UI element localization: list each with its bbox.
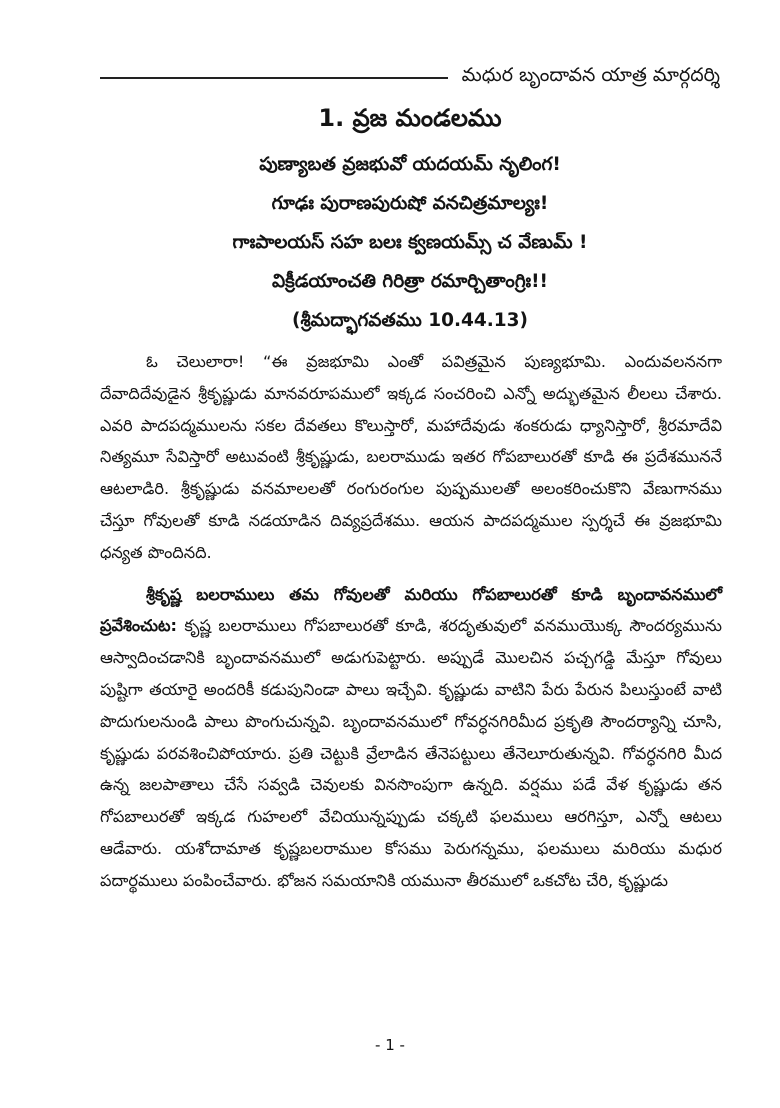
verse-line: విక్రీడయాంచతి గిరిత్రా రమార్చితాంగ్రిః!! bbox=[272, 271, 548, 292]
verse-line: గూఢః పురాణపురుషో వనచిత్రమాల్యః! bbox=[271, 193, 549, 214]
chapter-title: 1. వ్రజ మండలము bbox=[318, 104, 502, 132]
verse-line: పుణ్యాబత వ్రజభువో యదయమ్ నృలింగ! bbox=[259, 154, 561, 175]
header-rule bbox=[100, 77, 448, 79]
body-text bbox=[100, 346, 722, 897]
verse-reference: (శ్రీమద్భాగవతము 10.44.13) bbox=[292, 310, 528, 331]
page-number: - 1 - bbox=[375, 1036, 405, 1054]
paragraph-heading: శ్రీకృష్ణ బలరాములు తమ గోవులతో మరియు గోపబాలురతో కూడి బృందావనములో ప్రవేశించుట: bbox=[100, 584, 722, 636]
header-title: మధుర బృందావన యాత్ర మార్గదర్శి bbox=[461, 64, 720, 86]
running-header bbox=[100, 58, 720, 88]
verse-block bbox=[100, 145, 720, 340]
verse-line: గాఃపాలయస్ సహ బలః క్వణయమ్స్ చ వేణుమ్ ! bbox=[232, 232, 588, 253]
paragraph bbox=[100, 579, 722, 897]
paragraph-text: ఓ చెలులారా! “ఈ వ్రజభూమి ఎంతో పవిత్రమైన పుణ్యభూమి. ఎందువలననగా దేవాదిదేవుడైన శ్రీకృష్ణుడు మానవరూపములో ఇక్కడ సంచరించి ఎన్నో అద్భుతమైన లీలలు చేశారు. ఎవరి పాదపద్మములను సకల దేవతలు కొలుస్తారో, మహాదేవుడు శంకరుడు ధ్యానిస్తారో, శ్రీరమాదేవి నిత్యమూ సేవిస్తారో అటువంటి శ్రీకృష్ణుడు, బలరాముడు ఇతర గోపబాలురతో కూడి ఈ ప్రదేశముననే ఆటలాడిరి. శ్రీకృష్ణుడు వనమాలలతో రంగురంగుల పుష్పములతో అలంకరించుకొని వేణుగానము చేస్తూ గోవులతో కూడి నడయాడిన దివ్యప్రదేశము. ఆయన పాదపద్మముల స్పర్శచే ఈ వ్రజభూమి ధన్యత పొందినది. bbox=[100, 352, 722, 562]
paragraph-text: కృష్ణ బలరాములు గోపబాలురతో కూడి, శరదృతువులో వనముయొక్క సౌందర్యమును ఆస్వాదించడానికి బృందావనములో అడుగుపెట్టారు. అప్పుడే మొలచిన పచ్చగడ్డి మేస్తూ గోవులు పుష్టిగా తయారై అందరికీ కడుపునిండా పాలు ఇచ్చేవి. కృష్ణుడు వాటిని పేరు పేరున పిలుస్తుంటే వాటి పొదుగులనుండి పాలు పొంగుచున్నవి. బృందావనములో గోవర్ధనగిరిమీద ప్రకృతి సౌందర్యాన్ని చూసి, కృష్ణుడు పరవశించిపోయారు. ప్రతి చెట్టుకి వ్రేలాడిన తేనెపట్టులు తేనెలూరుతున్నవి. గోవర్ధనగిరి మీద ఉన్న జలపాతాలు చేసే సవ్వడి చెవులకు వినసొంపుగా ఉన్నది. వర్షము పడే వేళ కృష్ణుడు తన గోపబాలురతో ఇక్కడ గుహలలో వేచియున్నప్పుడు చక్కటి ఫలములు ఆరగిస్తూ, ఎన్నో ఆటలు ఆడేవారు. యశోదామాత కృష్ణబలరాముల కోసము పెరుగన్నము, ఫలములు మరియు మధుర పదార్థములు పంపించేవారు. భోజన సమయానికి యమునా తీరములో ఒకచోట చేరి, కృష్ణుడు bbox=[100, 616, 722, 890]
paragraph bbox=[100, 346, 722, 569]
